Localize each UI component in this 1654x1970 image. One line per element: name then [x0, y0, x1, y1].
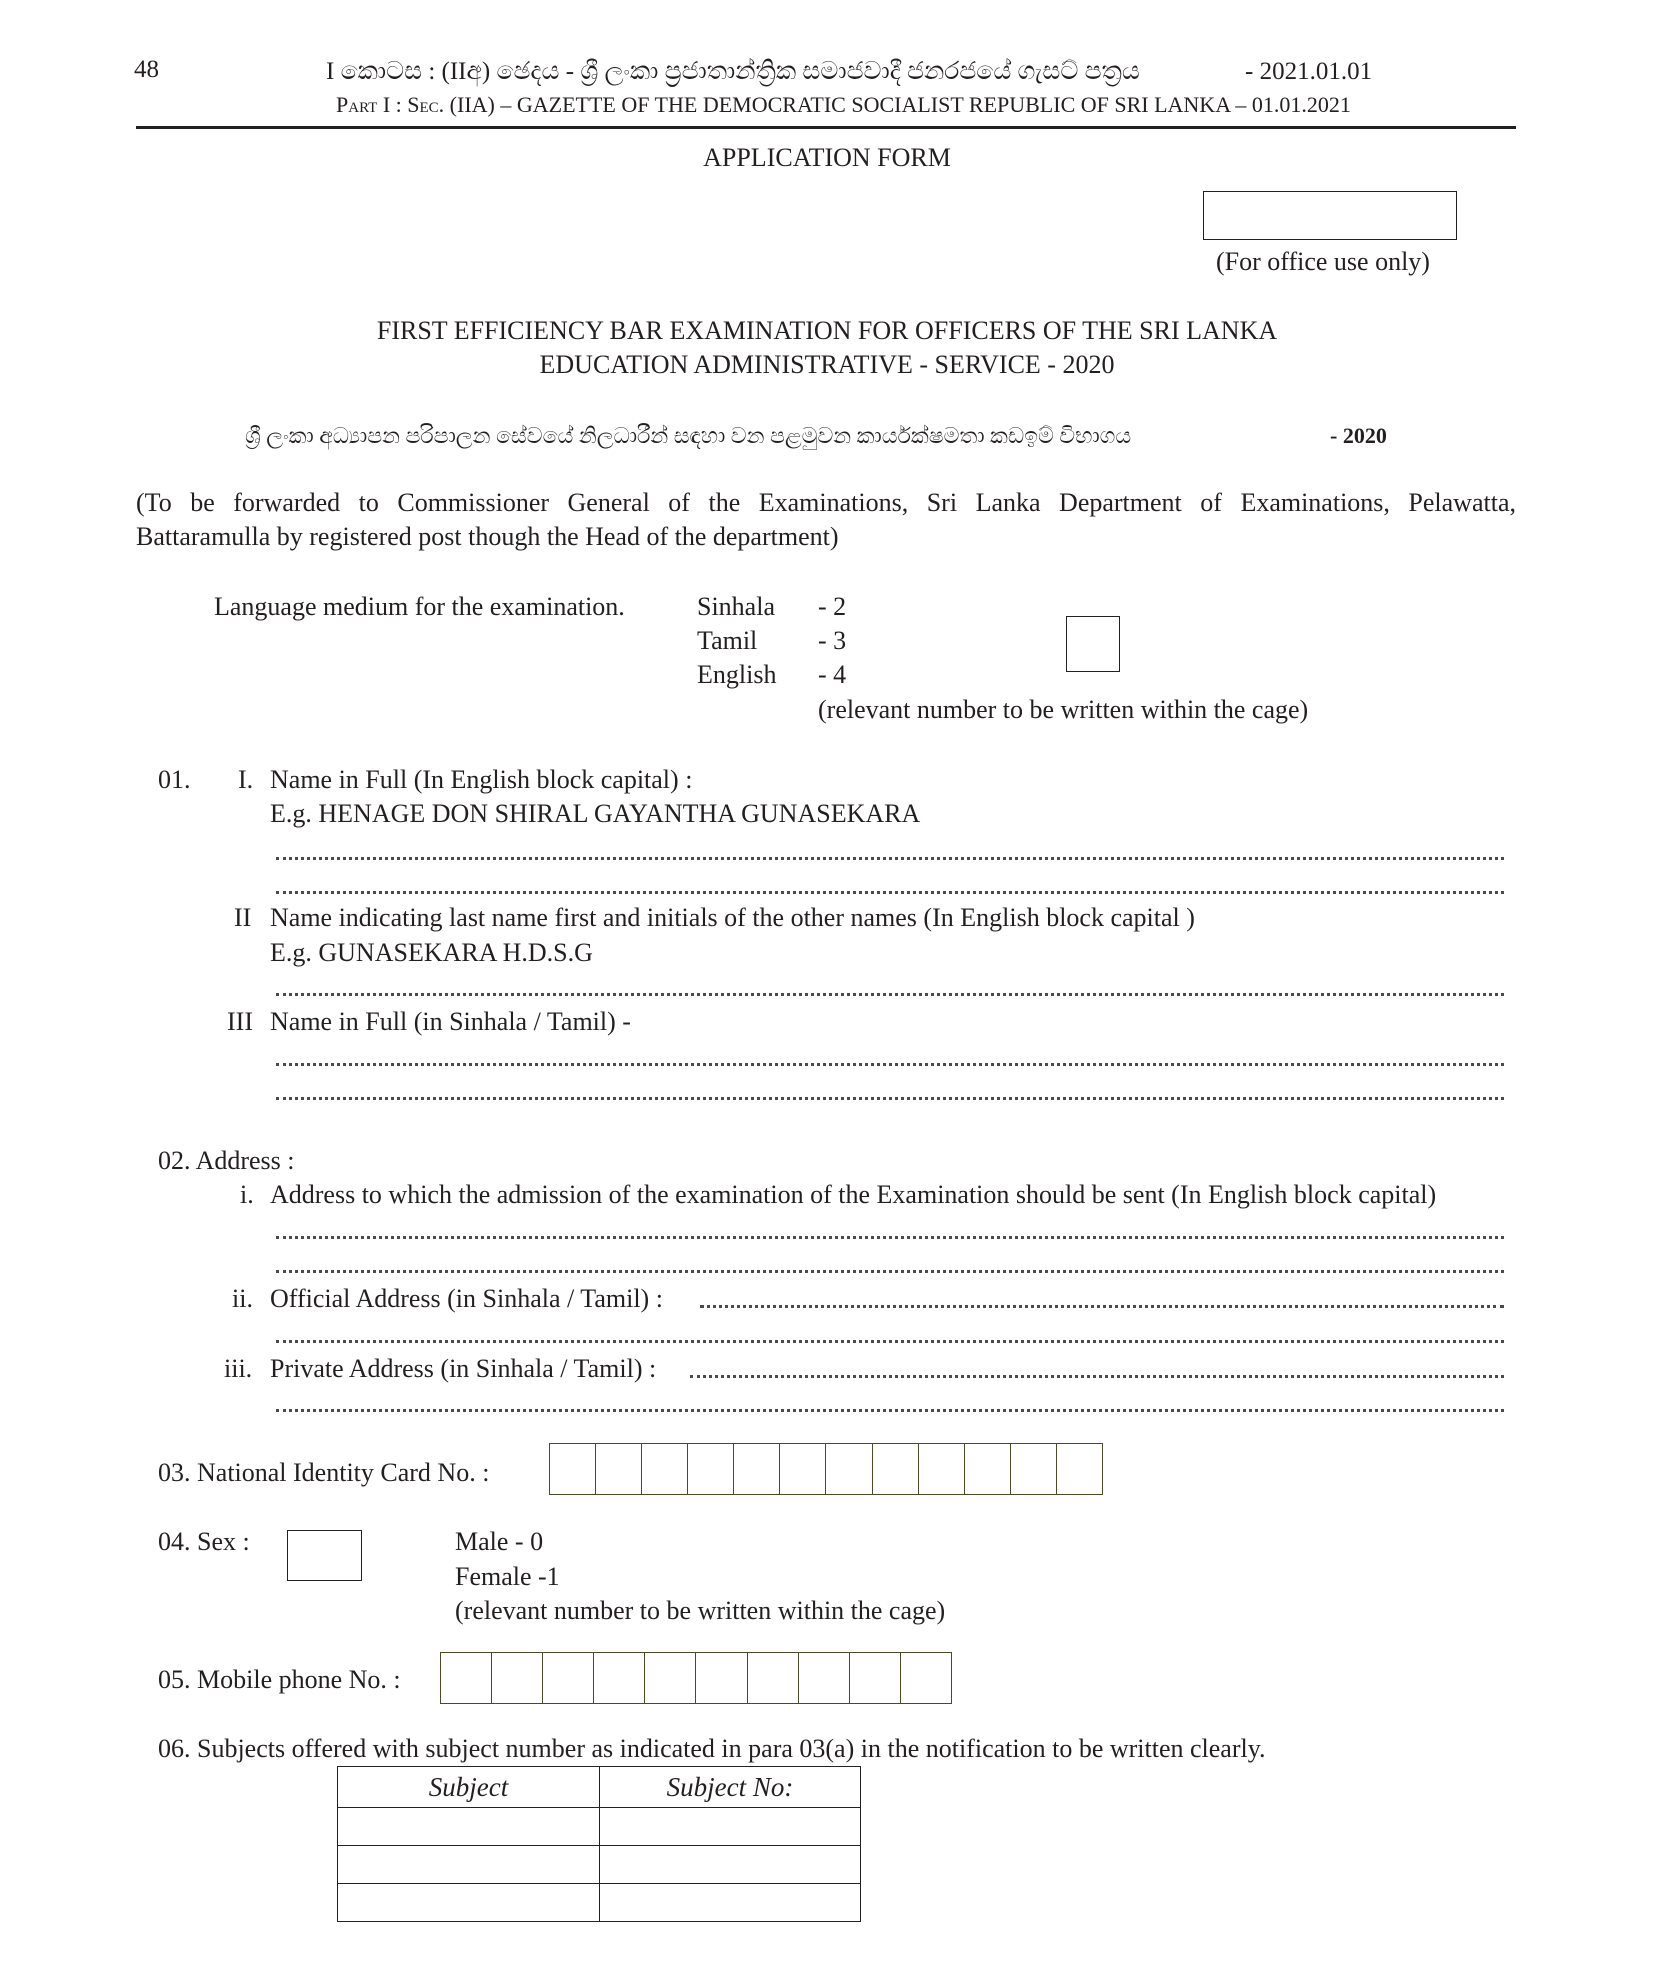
- sex-cage[interactable]: [287, 1530, 362, 1581]
- mobile-digit-box[interactable]: [441, 1653, 492, 1703]
- mobile-digit-box[interactable]: [799, 1653, 850, 1703]
- q01-i-line2[interactable]: [276, 888, 1504, 894]
- subjects-table: [337, 1766, 861, 1922]
- sex-option-male: Male - 0: [455, 1527, 544, 1556]
- nic-number-boxes[interactable]: [549, 1443, 1103, 1495]
- header-rule: [136, 126, 1516, 129]
- q05-label: 05. Mobile phone No. :: [158, 1665, 401, 1694]
- nic-digit-box[interactable]: [873, 1444, 919, 1494]
- language-cage[interactable]: [1066, 616, 1120, 672]
- subject-number-cell[interactable]: [600, 1808, 861, 1846]
- mobile-digit-box[interactable]: [594, 1653, 645, 1703]
- office-use-box[interactable]: [1203, 191, 1457, 240]
- q04-label: 04. Sex :: [158, 1527, 250, 1556]
- nic-digit-box[interactable]: [688, 1444, 734, 1494]
- q01-ii-label: Name indicating last name first and initials of the other names (In English block capital ): [270, 903, 1195, 932]
- language-option-tamil: Tamil: [697, 626, 758, 655]
- nic-digit-box[interactable]: [919, 1444, 965, 1494]
- q02-i-line2[interactable]: [276, 1267, 1504, 1273]
- mobile-digit-box[interactable]: [901, 1653, 951, 1703]
- q01-iii-number: III: [227, 1007, 253, 1036]
- mobile-digit-box[interactable]: [492, 1653, 543, 1703]
- q02-i-label: Address to which the admission of the examination of the Examination should be sent (In English block capital): [270, 1180, 1437, 1209]
- table-row: [338, 1846, 861, 1884]
- language-code-sinhala: - 2: [818, 592, 847, 621]
- exam-title-sinhala-year: - 2020: [1330, 423, 1387, 448]
- q01-i-example: E.g. HENAGE DON SHIRAL GAYANTHA GUNASEKARA: [270, 799, 921, 828]
- subject-cell[interactable]: [338, 1846, 600, 1884]
- page-number: 48: [134, 56, 159, 83]
- forward-instruction-line1: (To be forwarded to Commissioner General of the Examinations, Sri Lanka Department of Examinations, Pelawatta,: [136, 488, 1516, 517]
- office-use-label: (For office use only): [1216, 247, 1430, 276]
- mobile-number-boxes[interactable]: [440, 1652, 952, 1704]
- mobile-digit-box[interactable]: [645, 1653, 696, 1703]
- mobile-digit-box[interactable]: [696, 1653, 747, 1703]
- q02-iii-number: iii.: [224, 1354, 253, 1383]
- mobile-digit-box[interactable]: [748, 1653, 799, 1703]
- header-sinhala-date: - 2021.01.01: [1245, 58, 1373, 85]
- mobile-digit-box[interactable]: [850, 1653, 901, 1703]
- language-code-tamil: - 3: [818, 626, 847, 655]
- q02-ii-number: ii.: [232, 1284, 253, 1313]
- exam-title-sinhala: ශ්‍රී ලංකා අධ්‍යාපන පරිපාලන සේවයේ නිලධාරීන් සඳහා වන පළමුවන කාර්යක්ෂමතා කඩඉම් විභාගය: [245, 423, 1132, 448]
- q02-iii-line2[interactable]: [276, 1406, 1504, 1412]
- nic-digit-box[interactable]: [642, 1444, 688, 1494]
- q01-i-label: Name in Full (In English block capital) :: [270, 765, 693, 794]
- nic-digit-box[interactable]: [550, 1444, 596, 1494]
- language-note: (relevant number to be written within the cage): [818, 695, 1309, 724]
- q01-i-number: I.: [238, 765, 254, 794]
- subject-number-cell[interactable]: [600, 1846, 861, 1884]
- exam-title-line1: FIRST EFFICIENCY BAR EXAMINATION FOR OFFICERS OF THE SRI LANKA: [376, 316, 1278, 345]
- q01-i-line1[interactable]: [276, 854, 1504, 860]
- nic-digit-box[interactable]: [1011, 1444, 1057, 1494]
- q01-ii-example: E.g. GUNASEKARA H.D.S.G: [270, 938, 593, 967]
- forward-instruction-line2: Battaramulla by registered post though the Head of the department): [136, 522, 839, 551]
- nic-digit-box[interactable]: [965, 1444, 1011, 1494]
- sex-note: (relevant number to be written within the cage): [455, 1596, 946, 1625]
- nic-digit-box[interactable]: [780, 1444, 826, 1494]
- nic-digit-box[interactable]: [1057, 1444, 1102, 1494]
- mobile-digit-box[interactable]: [543, 1653, 594, 1703]
- q01-number: 01.: [158, 765, 191, 794]
- q01-iii-label: Name in Full (in Sinhala / Tamil) -: [270, 1007, 631, 1036]
- form-title: APPLICATION FORM: [703, 143, 951, 172]
- header-english-title: Part I : Sec. (IIA) – GAZETTE OF THE DEMOCRATIC SOCIALIST REPUBLIC OF SRI LANKA – 01.01.2021: [336, 92, 1351, 117]
- q02-i-line1[interactable]: [276, 1233, 1504, 1239]
- q02-ii-label: Official Address (in Sinhala / Tamil) :: [270, 1284, 663, 1313]
- language-label: Language medium for the examination.: [214, 592, 625, 621]
- exam-title-line2: EDUCATION ADMINISTRATIVE - SERVICE - 2020: [539, 350, 1115, 379]
- q02-ii-line2[interactable]: [276, 1337, 1504, 1343]
- table-row: [338, 1808, 861, 1846]
- language-option-sinhala: Sinhala: [697, 592, 775, 621]
- nic-digit-box[interactable]: [596, 1444, 642, 1494]
- q01-ii-line[interactable]: [276, 990, 1504, 996]
- subject-cell[interactable]: [338, 1884, 600, 1922]
- q02-iii-line1[interactable]: [690, 1372, 1504, 1378]
- q02-i-number: i.: [240, 1180, 254, 1209]
- q01-ii-number: II: [234, 903, 252, 932]
- nic-digit-box[interactable]: [734, 1444, 780, 1494]
- sex-option-female: Female -1: [455, 1562, 560, 1591]
- q06-label: 06. Subjects offered with subject number as indicated in para 03(a) in the notification to be written clearly.: [158, 1734, 1266, 1763]
- q02-ii-line1[interactable]: [700, 1302, 1504, 1308]
- table-row: [338, 1884, 861, 1922]
- subject-cell[interactable]: [338, 1808, 600, 1846]
- q02-iii-label: Private Address (in Sinhala / Tamil) :: [270, 1354, 657, 1383]
- q03-label: 03. National Identity Card No. :: [158, 1458, 490, 1487]
- language-option-english: English: [697, 660, 777, 689]
- subjects-header-subject: Subject: [338, 1767, 600, 1808]
- header-sinhala-title: I කොටස : (IIඅ) ඡෙදය - ශ්‍රී ලංකා ප්‍රජාතාන්ත්‍රික සමාජවාදී ජනරජයේ ගැසට් පත්‍රය: [326, 58, 1140, 85]
- nic-digit-box[interactable]: [826, 1444, 872, 1494]
- q02-label: 02. Address :: [158, 1146, 295, 1175]
- language-code-english: - 4: [818, 660, 847, 689]
- subject-number-cell[interactable]: [600, 1884, 861, 1922]
- q01-iii-line2[interactable]: [276, 1094, 1504, 1100]
- subjects-header-number: Subject No:: [600, 1767, 861, 1808]
- q01-iii-line1[interactable]: [276, 1060, 1504, 1066]
